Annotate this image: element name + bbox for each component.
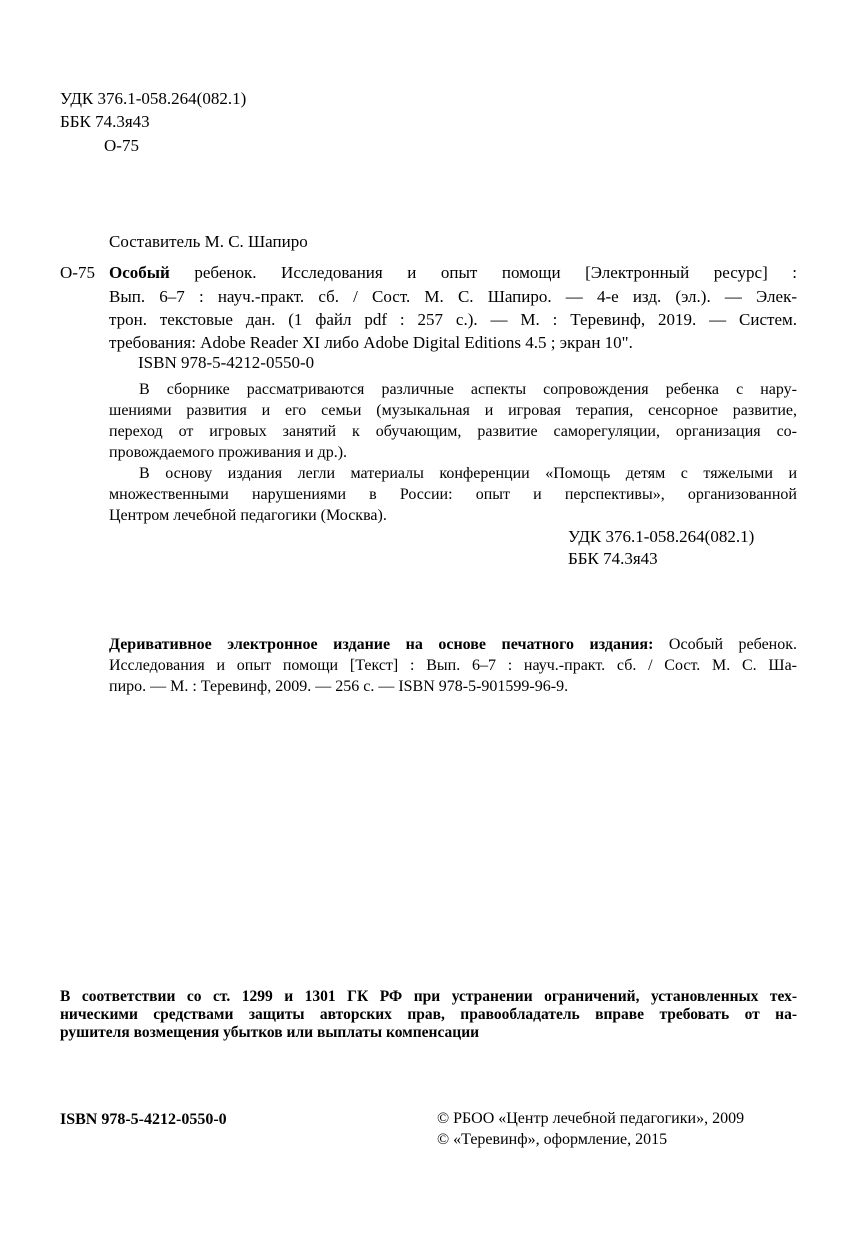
entry-line-4: требования: Adobe Reader XI либо Adobe Digital Editions 4.5 ; экран 10". xyxy=(109,333,633,352)
bibliographic-entry xyxy=(109,261,797,354)
abstract-line: Центром лечебной педагогики (Москва). xyxy=(109,507,387,524)
abstract-line: В сборнике рассматриваются различные аспекты сопровождения ребенка с нару- xyxy=(139,381,797,398)
classification-bbk: ББК 74.3я43 xyxy=(568,549,658,568)
abstract-line: В основу издания легли материалы конференции «Помощь детям с тяжелыми и xyxy=(139,465,797,482)
derivative-note xyxy=(109,634,797,697)
entry-title-bold: Особый xyxy=(109,263,170,282)
legal-line: ническими средствами защиты авторских прав, правообладатель вправе требовать от на- xyxy=(60,1006,797,1023)
isbn-main: ISBN 978-5-4212-0550-0 xyxy=(138,353,315,372)
abstract-line: провождаемого проживания и др.). xyxy=(109,444,348,461)
abstract-line: множественными нарушениями в России: опыт и перспективы», организованной xyxy=(109,486,797,503)
footer-copyright-1: © РБОО «Центр лечебной педагогики», 2009 xyxy=(437,1110,745,1127)
footer-copyright-2: © «Теревинф», оформление, 2015 xyxy=(437,1131,668,1148)
header-author-code: О-75 xyxy=(104,136,139,155)
footer-isbn: ISBN 978-5-4212-0550-0 xyxy=(60,1111,227,1128)
legal-line: рушителя возмещения убытков или выплаты компенсации xyxy=(60,1024,480,1041)
header-udk: УДК 376.1-058.264(082.1) xyxy=(60,89,247,108)
derivative-bold: Деривативное электронное издание на основе печатного издания: xyxy=(109,636,654,653)
derivative-line-1 xyxy=(109,634,797,655)
derivative-line-3: пиро. — М. : Теревинф, 2009. — 256 с. — ISBN 978-5-901599-96-9. xyxy=(109,678,569,695)
abstract-line: переход от игровых занятий к обучающим, развитие саморегуляции, организация со- xyxy=(109,423,797,440)
abstract-line: шениями развития и его семьи (музыкальная и игровая терапия, сенсорное развитие, xyxy=(109,402,797,419)
header-bbk: ББК 74.3я43 xyxy=(60,112,150,131)
entry-line-2: Вып. 6–7 : науч.-практ. сб. / Сост. М. С. Шапиро. — 4-е изд. (эл.). — Элек- xyxy=(109,287,797,306)
entry-line-1-rest: ребенок. Исследования и опыт помощи [Электронный ресурс] : xyxy=(169,263,797,282)
entry-code: О-75 xyxy=(60,263,95,282)
derivative-line-2: Исследования и опыт помощи [Текст] : Вып. 6–7 : науч.-практ. сб. / Сост. М. С. Ша- xyxy=(109,657,797,674)
classification-udk: УДК 376.1-058.264(082.1) xyxy=(568,527,755,546)
entry-line-3: трон. текстовые дан. (1 файл pdf : 257 с.). — М. : Теревинф, 2019. — Систем. xyxy=(109,310,797,329)
entry-line-1 xyxy=(109,261,797,285)
abstract xyxy=(109,380,797,526)
legal-notice xyxy=(60,988,797,1042)
legal-line: В соответствии со ст. 1299 и 1301 ГК РФ при устранении ограничений, установленных тех- xyxy=(60,988,797,1005)
derivative-line-1-rest: Особый ребенок. xyxy=(653,636,798,653)
compiler-line: Составитель М. С. Шапиро xyxy=(109,232,308,251)
